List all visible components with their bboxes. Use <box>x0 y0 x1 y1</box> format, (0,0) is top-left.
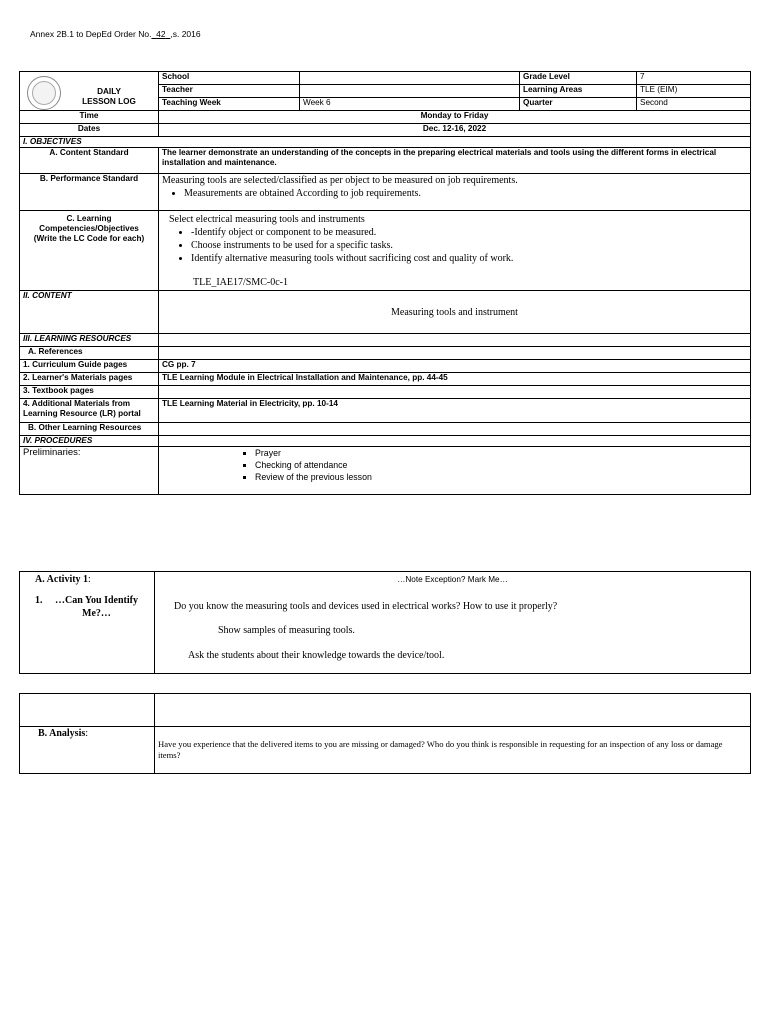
learners-materials-label: 2. Learner's Materials pages <box>20 373 159 386</box>
performance-bullet: • Measurements are obtained According to job requirements. <box>184 187 747 200</box>
content-heading: II. CONTENT <box>20 291 159 334</box>
teaching-week-value: Week 6 <box>300 98 520 111</box>
dll-title-line2: LESSON LOG <box>82 97 136 106</box>
objectives-heading: I. OBJECTIVES <box>20 137 751 148</box>
dates-value: Dec. 12-16, 2022 <box>159 124 751 137</box>
activity-subtitle: 1. …Can You Identify Me?… <box>35 595 138 619</box>
activity-table <box>19 571 751 674</box>
teacher-value <box>300 85 520 98</box>
other-resources-label: B. Other Learning Resources <box>20 423 159 436</box>
grade-level-value: 7 <box>637 72 751 85</box>
activity-question: Do you know the measuring tools and devices used in electrical works? How to use it properly? <box>174 601 558 612</box>
time-label: Time <box>20 111 159 124</box>
header-title-cell <box>20 72 159 111</box>
references-label: A. References <box>20 347 159 360</box>
analysis-label: B. Analysis <box>38 728 86 739</box>
competency-item: • -Identify object or component to be measured. <box>191 226 747 239</box>
activity-title: …Note Exception? Mark Me… <box>397 575 508 584</box>
competencies-label: C. Learning Competencies/Objectives (Write the LC Code for each) <box>20 211 159 291</box>
school-value <box>300 72 520 85</box>
competency-item: • Choose instruments to be used for a specific tasks. <box>191 239 747 252</box>
lc-code: TLE_IAE17/SMC-0c-1 <box>193 277 288 288</box>
content-value: Measuring tools and instrument <box>159 291 751 334</box>
competencies-line: Select electrical measuring tools and instruments <box>169 214 365 225</box>
learners-materials-value: TLE Learning Module in Electrical Installation and Maintenance, pp. 44-45 <box>159 373 751 386</box>
additional-materials-label: 4. Additional Materials from Learning Resource (LR) portal <box>20 399 159 423</box>
performance-line: Measuring tools are selected/classified as per object to be measured on job requirements. <box>162 175 518 186</box>
quarter-label: Quarter <box>520 98 637 111</box>
curriculum-guide-label: 1. Curriculum Guide pages <box>20 360 159 373</box>
annex-prefix: Annex 2B.1 to DepEd Order No. <box>30 29 152 39</box>
preliminary-item: ▪ Prayer <box>255 447 747 459</box>
teacher-label: Teacher <box>159 85 300 98</box>
school-label: School <box>159 72 300 85</box>
activity-show: Show samples of measuring tools. <box>218 625 355 636</box>
curriculum-guide-value: CG pp. 7 <box>159 360 751 373</box>
lesson-log-table <box>19 71 751 495</box>
preliminary-item: ▪ Checking of attendance <box>255 459 747 471</box>
performance-standard-value <box>159 174 751 211</box>
competency-item: • Identify alternative measuring tools without sacrificing cost and quality of work. <box>191 252 747 265</box>
activity-label: A. Activity 1 <box>35 574 89 585</box>
dates-label: Dates <box>20 124 159 137</box>
time-value: Monday to Friday <box>159 111 751 124</box>
other-resources-value <box>159 423 751 436</box>
preliminaries-list <box>159 447 751 495</box>
textbook-label: 3. Textbook pages <box>20 386 159 399</box>
learning-areas-value: TLE (EIM) <box>637 85 751 98</box>
learning-resources-heading: III. LEARNING RESOURCES <box>20 334 159 347</box>
activity-label-cell: A. Activity 1: 1. …Can You Identify Me?… <box>20 572 155 674</box>
procedures-heading: IV. PROCEDURES <box>20 436 159 447</box>
performance-standard-label: B. Performance Standard <box>20 174 159 211</box>
preliminaries-label: Preliminaries: <box>20 447 159 495</box>
teaching-week-label: Teaching Week <box>159 98 300 111</box>
dll-title-line1: DAILY <box>97 87 121 96</box>
content-standard-label: A. Content Standard <box>20 148 159 174</box>
analysis-table <box>19 693 751 774</box>
annex-reference <box>30 29 201 39</box>
content-standard-value: The learner demonstrate an understanding of the concepts in the preparing electrical materials and tools using the different forms in electrical installation and maintenance. <box>159 148 751 174</box>
activity-ask: Ask the students about their knowledge towards the device/tool. <box>188 650 445 661</box>
learning-areas-label: Learning Areas <box>520 85 637 98</box>
competencies-value <box>159 211 751 291</box>
annex-suffix: ,s. 2016 <box>170 29 201 39</box>
annex-number: 42 <box>156 29 166 39</box>
grade-level-label: Grade Level <box>520 72 637 85</box>
quarter-value: Second <box>637 98 751 111</box>
deped-seal-icon <box>27 76 61 110</box>
analysis-label-cell: B. Analysis: <box>20 727 155 774</box>
additional-materials-value: TLE Learning Material in Electricity, pp. 10-14 <box>159 399 751 423</box>
preliminary-item: ▪ Review of the previous lesson <box>255 471 747 483</box>
activity-content <box>155 572 751 674</box>
textbook-value <box>159 386 751 399</box>
analysis-text: Have you experience that the delivered items to you are missing or damaged? Who do you think is responsible in requesting for an inspection of any loss or damage items? <box>155 727 751 774</box>
